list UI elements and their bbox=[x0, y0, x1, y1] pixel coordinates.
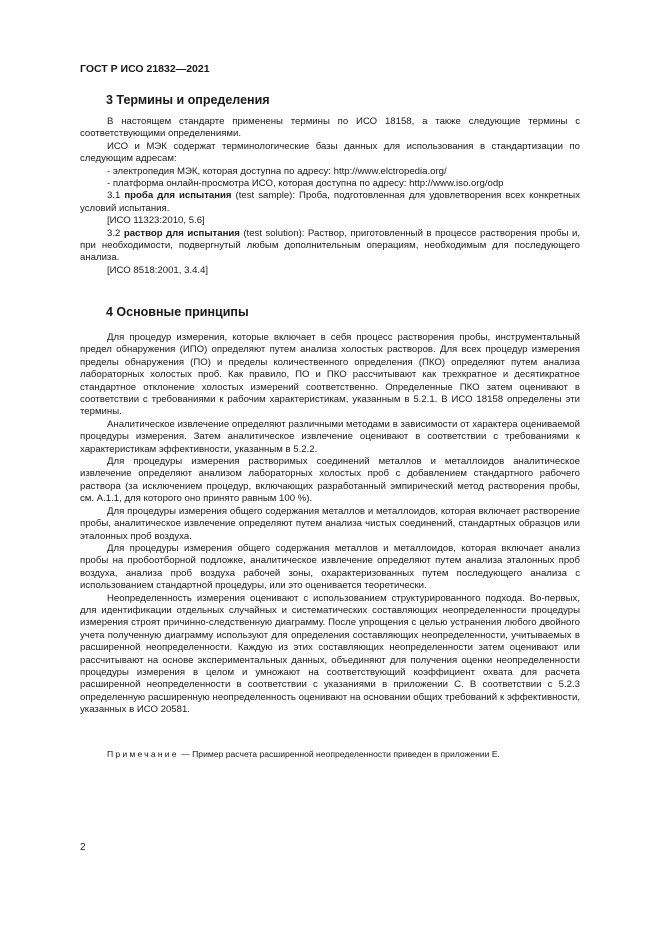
term-definition: (test sample): Проба, подготовленная для удовлетворения всех конкретных условий испытания. bbox=[80, 190, 580, 214]
paragraph: Неопределенность измерения оценивают с использованием структурированного подхода. Во-первых, для идентификации отдельных случайных и систематических составляющих неопределенности процедуры измерения строят причинно-следственную диаграмму. После упрощения с целью устранения любого двойного учета полученную диаграмму используют для определения составляющих неопределенности, учитываемых в расширенной неопределенности. Каждую из этих составляющих неопределенности затем оценивают или рассчитывают на основе экспериментальных данных, объединяют для получения оценки неопределенности процедуры измерения в целом и умножают на соответствующий коэффициент охвата для расчета расширенной неопределенности в соответствии с указаниями в приложении С. В соответствии с 5.2.3 определенную расширенную неопределенность оценивают на основании общих требований к эффективности, указанных в ИСО 20581. bbox=[80, 592, 580, 716]
term-definition: (test solution): Раствор, приготовленный в процессе растворения пробы и, при необходимости, подвергнутый любым дополнительным операциям, необходимым для последующего анализа. bbox=[80, 227, 580, 264]
paragraph: Для процедуры измерения растворимых соединений металлов и металлоидов аналитическое извлечение определяют анализом лабораторных холостых проб с добавлением стандартного рабочего раствора (за исключением процедур, включающих разработанный эмпирический метод растворения пробы, см. А.1.1, для которого оно принято равным 100 %). bbox=[80, 456, 580, 505]
paragraph: Для процедуры измерения общего содержания металлов и металлоидов, которая включает растворение пробы, аналитическое извлечение определяют путем анализа чистых соединений, стандартных образцов или эталонных проб воздуха. bbox=[80, 505, 580, 542]
page-number: 2 bbox=[80, 842, 86, 853]
document-header: ГОСТ Р ИСО 21832—2021 bbox=[80, 63, 210, 75]
section-3-title: 3 Термины и определения bbox=[106, 93, 270, 107]
term-3-2 bbox=[80, 228, 580, 265]
paragraph: Для процедуры измерения общего содержания металлов и металлоидов, которая включает анализ пробы на пробоотборной подложке, аналитическое извлечение определяют путем анализа эталонных проб воздуха, анализа проб воздуха рабочей зоны, охарактеризованных путем последующего анализа с использованием стандартной процедуры, или это оценивается теоретически. bbox=[80, 542, 580, 592]
section-4-title: 4 Основные принципы bbox=[106, 305, 249, 319]
term-reference: [ИСО 8518:2001, 3.4.4] bbox=[107, 264, 209, 276]
term-3-1 bbox=[80, 190, 580, 215]
list-item: - электропедия МЭК, которая доступна по адресу: http://www.elctropedia.org/ bbox=[107, 165, 447, 177]
note bbox=[107, 749, 500, 759]
paragraph: ИСО и МЭК содержат терминологические базы данных для использования в стандартизации по следующим адресам: bbox=[80, 140, 580, 165]
note-text: — Пример расчета расширенной неопределенности приведен в приложении Е. bbox=[178, 749, 500, 759]
paragraph: Аналитическое извлечение определяют различными методами в зависимости от характера оцениваемой процедуры измерения. Затем аналитическое извлечение оценивают в соответствии с требованиями к характеристикам эффективности, указанным в 5.2.2. bbox=[80, 418, 580, 455]
term-name: раствор для испытания bbox=[123, 227, 240, 239]
paragraph: Для процедур измерения, которые включает в себя процесс растворения пробы, инструментальный предел обнаружения (ИПО) определяют путем анализа холостых растворов. Для всех процедур измерения пределы обнаружения (ПО) и пределы количественного определения (ПКО) определяют путем анализа лабораторных холостых проб. Как правило, ПО и ПКО рассчитывают как трехкратное и десятикратное стандартное отклонение холостых измерений соответственно. Определенные ПКО затем оценивают в соответствии с требованиями к рабочим характеристикам, указанным в 5.2.1. В ИСО 18158 определены эти термины. bbox=[80, 332, 580, 418]
note-label: Примечание bbox=[107, 749, 179, 759]
list-item: - платформа онлайн-просмотра ИСО, которая доступна по адресу: http://www.iso.org/odp bbox=[107, 178, 504, 190]
section-3-body bbox=[80, 116, 580, 277]
term-number: 3.2 bbox=[107, 227, 121, 239]
term-reference: [ИСО 11323:2010, 5.6] bbox=[107, 215, 205, 227]
term-number: 3.1 bbox=[107, 190, 121, 202]
term-name: проба для испытания bbox=[124, 190, 232, 202]
paragraph: В настоящем стандарте применены термины по ИСО 18158, а также следующие термины с соответствующими определениями. bbox=[80, 116, 580, 140]
section-4-body bbox=[80, 332, 580, 717]
